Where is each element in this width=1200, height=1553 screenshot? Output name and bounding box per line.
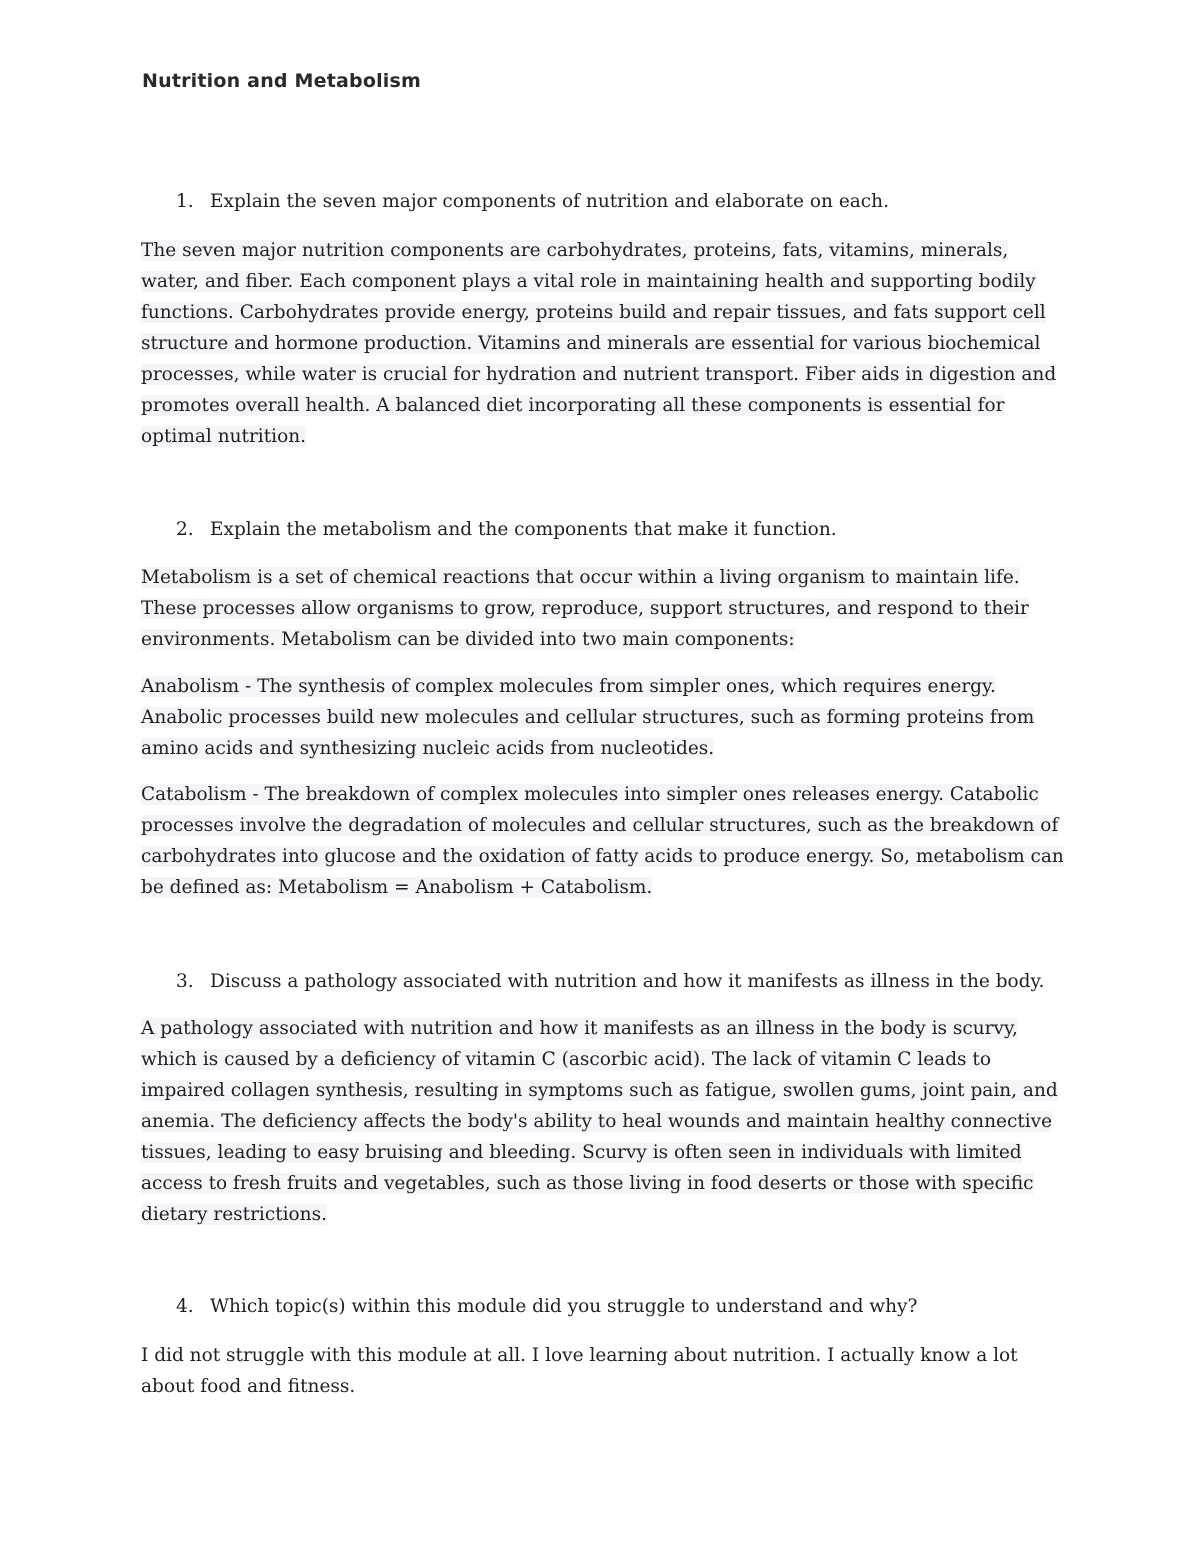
answer-text: Metabolism is a set of chemical reactions that occur within a living organism to maintain life. These processes allow organisms to grow, reproduce, support structures, and respond to their environments. Metabolism can be divided into two main components:: [141, 567, 1029, 650]
question-3: [176, 971, 1044, 992]
question-4: [176, 1296, 917, 1317]
question-number: 4.: [176, 1296, 194, 1317]
question-number: 2.: [176, 519, 194, 540]
question-text: Discuss a pathology associated with nutrition and how it manifests as illness in the body.: [210, 971, 1045, 992]
document-title: Nutrition and Metabolism: [142, 70, 422, 92]
answer-2-paragraph-1: [141, 562, 1071, 655]
question-text: Explain the metabolism and the components that make it function.: [210, 519, 837, 540]
answer-2-paragraph-3: [141, 779, 1071, 903]
answer-text: I did not struggle with this module at all. I love learning about nutrition. I actually know a lot about food and fitness.: [141, 1345, 1018, 1397]
answer-text: The seven major nutrition components are carbohydrates, proteins, fats, vitamins, minerals, water, and fiber. Each component plays a vital role in maintaining health and supporting bodily functions. Carbohydrates provide energy, proteins build and repair tissues, and fats support cell structure and hormone production. Vitamins and minerals are essential for various biochemical processes, while water is crucial for hydration and nutrient transport. Fiber aids in digestion and promotes overall health. A balanced diet incorporating all these components is essential for optimal nutrition.: [141, 240, 1057, 447]
question-number: 3.: [176, 971, 194, 992]
question-2: [176, 519, 837, 540]
question-text: Explain the seven major components of nutrition and elaborate on each.: [210, 191, 889, 212]
answer-text: Catabolism - The breakdown of complex molecules into simpler ones releases energy. Catabolic processes involve the degradation of molecules and cellular structures, such as the breakdown of carbohydrates into glucose and the oxidation of fatty acids to produce energy. So, metabolism can be defined as: Metabolism = Anabolism + Catabolism.: [141, 784, 1064, 898]
question-number: 1.: [176, 191, 194, 212]
question-1: [176, 191, 889, 212]
answer-text: A pathology associated with nutrition and how it manifests as an illness in the body is scurvy, which is caused by a deficiency of vitamin C (ascorbic acid). The lack of vitamin C leads to impaired collagen synthesis, resulting in symptoms such as fatigue, swollen gums, joint pain, and anemia. The deficiency affects the body's ability to heal wounds and maintain healthy connective tissues, leading to easy bruising and bleeding. Scurvy is often seen in individuals with limited access to fresh fruits and vegetables, such as those living in food deserts or those with specific dietary restrictions.: [141, 1018, 1058, 1225]
question-text: Which topic(s) within this module did you struggle to understand and why?: [210, 1296, 918, 1317]
answer-4-paragraph: [141, 1340, 1071, 1402]
answer-1-paragraph: [141, 235, 1071, 452]
answer-3-paragraph: [141, 1013, 1071, 1230]
answer-2-paragraph-2: [141, 671, 1071, 764]
answer-text: Anabolism - The synthesis of complex molecules from simpler ones, which requires energy. Anabolic processes build new molecules and cellular structures, such as forming proteins from amino acids and synthesizing nucleic acids from nucleotides.: [141, 676, 1035, 759]
